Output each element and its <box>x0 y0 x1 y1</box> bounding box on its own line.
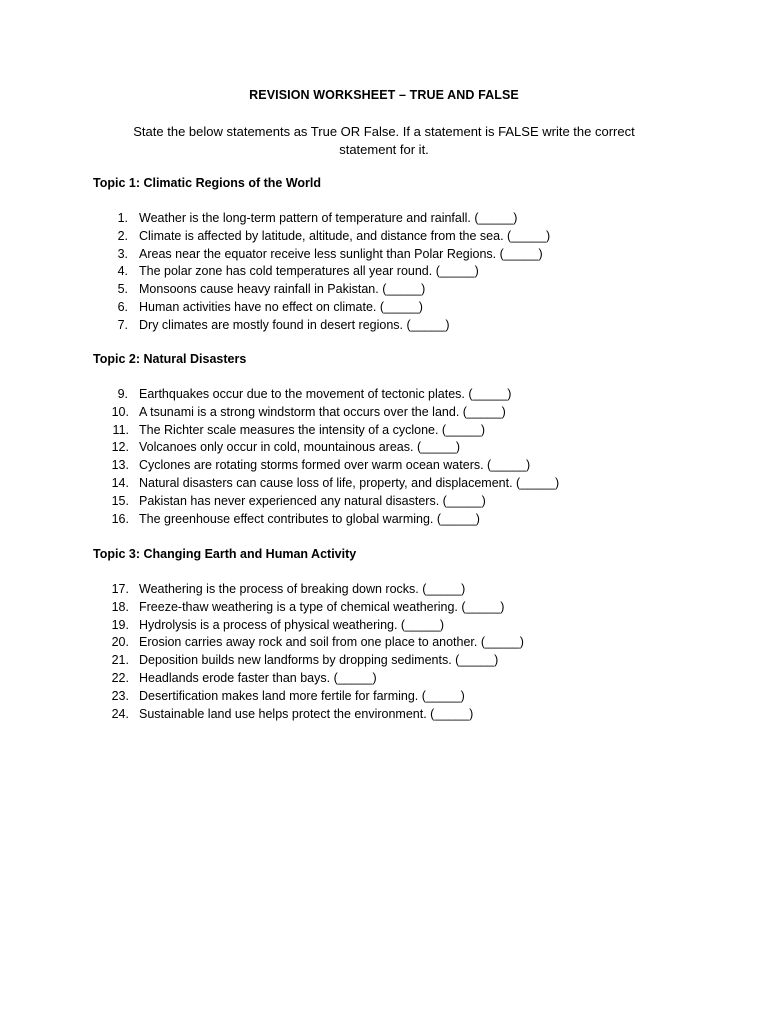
item-statement: Pakistan has never experienced any natural disasters. (_____) <box>139 493 486 508</box>
item-number: 7. <box>117 317 128 332</box>
item-statement: The greenhouse effect contributes to global warming. (_____) <box>139 511 480 526</box>
list-item <box>0 617 768 635</box>
item-number: 5. <box>117 282 128 297</box>
item-statement: Sustainable land use helps protect the environment. (_____) <box>139 706 474 721</box>
item-statement: Weather is the long-term pattern of temperature and rainfall. (_____) <box>139 211 518 225</box>
item-number: 15. <box>111 493 129 508</box>
list-item <box>0 706 768 724</box>
item-statement: Dry climates are mostly found in desert regions. (_____) <box>139 317 450 332</box>
topic-3-list <box>0 581 768 723</box>
item-number: 11. <box>112 422 129 437</box>
item-number: 20. <box>111 635 129 650</box>
item-number: 10. <box>111 404 129 419</box>
item-statement: Natural disasters can cause loss of life, property, and displacement. (_____) <box>139 475 560 490</box>
item-number: 24. <box>111 706 129 721</box>
item-statement: Earthquakes occur due to the movement of tectonic plates. (_____) <box>139 387 512 401</box>
topic-1-heading: Topic 1: Climatic Regions of the World <box>93 176 322 190</box>
list-item <box>0 404 768 422</box>
worksheet-title: REVISION WORKSHEET – TRUE AND FALSE <box>249 88 519 102</box>
item-number: 9. <box>117 387 128 401</box>
list-item <box>0 263 768 281</box>
list-item <box>0 670 768 688</box>
list-item <box>0 386 768 404</box>
item-statement: Weathering is the process of breaking down rocks. (_____) <box>139 582 466 596</box>
list-item <box>0 581 768 599</box>
list-item <box>0 475 768 493</box>
instructions-text: State the below statements as True OR False. If a statement is FALSE write the correct statement for it. <box>133 124 635 157</box>
item-number: 19. <box>111 617 129 632</box>
item-statement: Headlands erode faster than bays. (_____) <box>139 670 377 685</box>
item-number: 17. <box>111 582 129 596</box>
item-statement: Deposition builds new landforms by dropping sediments. (_____) <box>139 653 499 668</box>
item-number: 4. <box>117 264 128 279</box>
item-statement: Desertification makes land more fertile for farming. (_____) <box>139 688 465 703</box>
item-statement: Freeze-thaw weathering is a type of chemical weathering. (_____) <box>139 599 505 614</box>
list-item <box>0 457 768 475</box>
item-statement: Monsoons cause heavy rainfall in Pakistan. (_____) <box>139 282 426 297</box>
item-statement: Volcanoes only occur in cold, mountainous areas. (_____) <box>139 440 461 455</box>
item-statement: Climate is affected by latitude, altitude, and distance from the sea. (_____) <box>139 228 551 243</box>
item-number: 13. <box>111 458 129 473</box>
item-statement: Cyclones are rotating storms formed over warm ocean waters. (_____) <box>139 458 531 473</box>
item-statement: The polar zone has cold temperatures all year round. (_____) <box>139 264 479 279</box>
list-item <box>0 599 768 617</box>
list-item <box>0 422 768 440</box>
list-item <box>0 652 768 670</box>
item-number: 3. <box>117 246 128 261</box>
item-number: 14. <box>111 475 129 490</box>
list-item <box>0 299 768 317</box>
item-number: 18. <box>111 599 129 614</box>
item-number: 22. <box>111 670 129 685</box>
item-statement: The Richter scale measures the intensity of a cyclone. (_____) <box>139 422 486 437</box>
list-item <box>0 511 768 529</box>
topic-1-list <box>0 210 768 335</box>
item-number: 1. <box>117 211 128 225</box>
list-item <box>0 493 768 511</box>
list-item <box>0 439 768 457</box>
item-number: 6. <box>117 299 128 314</box>
item-statement: A tsunami is a strong windstorm that occurs over the land. (_____) <box>139 404 506 419</box>
list-item <box>0 246 768 264</box>
topic-3-heading: Topic 3: Changing Earth and Human Activity <box>93 547 357 561</box>
item-statement: Erosion carries away rock and soil from one place to another. (_____) <box>139 635 524 650</box>
list-item <box>0 317 768 335</box>
list-item <box>0 210 768 228</box>
item-statement: Areas near the equator receive less sunlight than Polar Regions. (_____) <box>139 246 543 261</box>
list-item <box>0 688 768 706</box>
list-item <box>0 281 768 299</box>
item-number: 21. <box>111 653 129 668</box>
topic-2-heading: Topic 2: Natural Disasters <box>93 352 247 366</box>
list-item <box>0 634 768 652</box>
item-number: 23. <box>111 688 129 703</box>
item-statement: Hydrolysis is a process of physical weathering. (_____) <box>139 617 444 632</box>
item-statement: Human activities have no effect on climate. (_____) <box>139 299 423 314</box>
list-item <box>0 228 768 246</box>
item-number: 16. <box>111 511 129 526</box>
item-number: 2. <box>117 228 128 243</box>
topic-2-list <box>0 386 768 528</box>
item-number: 12. <box>111 440 129 455</box>
